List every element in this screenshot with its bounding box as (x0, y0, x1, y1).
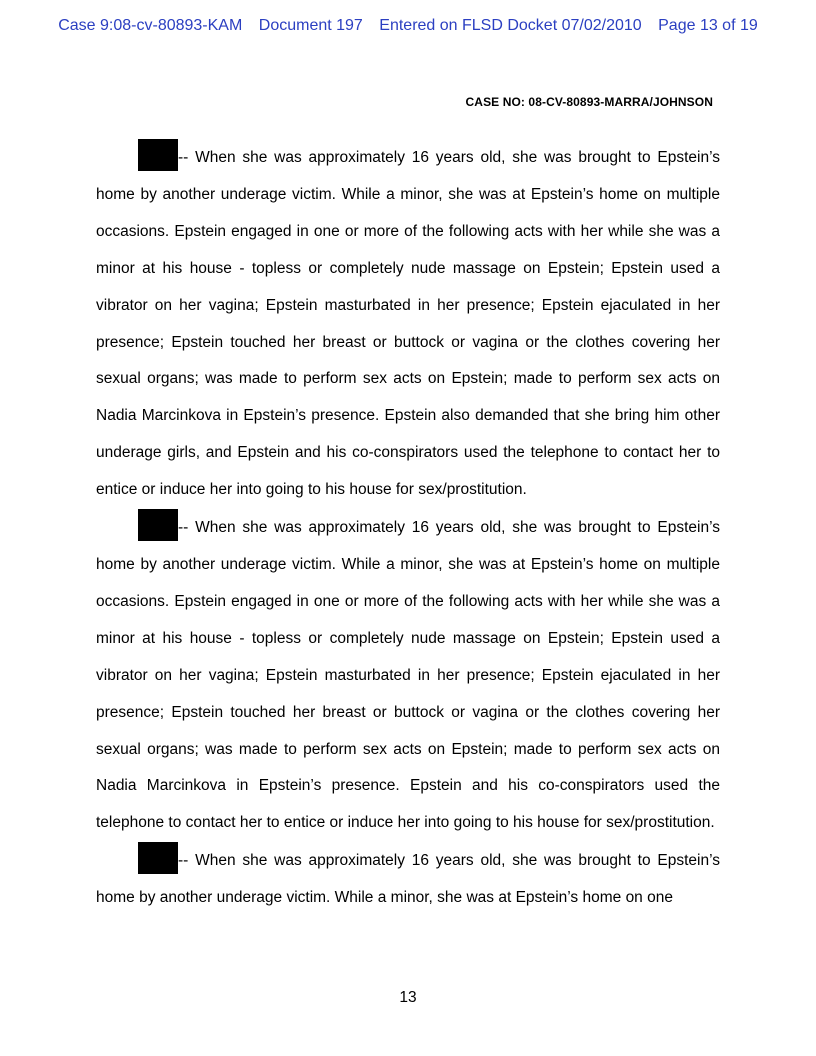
stamp-page: Page 13 of 19 (658, 17, 758, 34)
redaction-box (138, 139, 178, 171)
case-number-header: CASE NO: 08-CV-80893-MARRA/JOHNSON (465, 95, 713, 109)
paragraph-text: -- When she was approximately 16 years old, she was brought to Epstein’s home by another underage victim. While a minor, she was at Epstein’s home on multiple occasions. Epstein engaged in one or more of the following acts with her while she was a minor at his house - topless or completely nude massage on Epstein; Epstein used a vibrator on her vagina; Epstein masturbated in her presence; Epstein ejaculated in her presence; Epstein touched her breast or buttock or vagina or the clothes covering her sexual organs; was made to perform sex acts on Epstein; made to perform sex acts on Nadia Marcinkova in Epstein’s presence. Epstein also demanded that she bring him other underage girls, and Epstein and his co-conspirators used the telephone to contact her to entice or induce her into going to his house for sex/prostitution. (96, 149, 720, 499)
redaction-box (138, 842, 178, 874)
paragraph-text: -- When she was approximately 16 years old, she was brought to Epstein’s home by another underage victim. While a minor, she was at Epstein’s home on multiple occasions. Epstein engaged in one or more of the following acts with her while she was a minor at his house - topless or completely nude massage on Epstein; Epstein used a vibrator on her vagina; Epstein masturbated in her presence; Epstein ejaculated in her presence; Epstein touched her breast or buttock or vagina or the clothes covering her sexual organs; was made to perform sex acts on Epstein; made to perform sex acts on Nadia Marcinkova in Epstein’s presence. Epstein and his co-conspirators used the telephone to contact her to entice or induce her into going to his house for sex/prostitution. (96, 519, 720, 832)
stamp-document: Document 197 (258, 17, 363, 34)
stamp-case: Case 9:08-cv-80893-KAM (58, 17, 243, 34)
victim-paragraph-3 (96, 842, 720, 917)
victim-paragraph-1 (96, 139, 720, 509)
redaction-box (138, 509, 178, 541)
paragraph-text: -- When she was approximately 16 years old, she was brought to Epstein’s home by another underage victim. While a minor, she was at Epstein’s home on one (96, 852, 720, 907)
document-body (96, 139, 720, 917)
victim-paragraph-2 (96, 509, 720, 842)
page-number: 13 (399, 989, 417, 1006)
docket-stamp (0, 17, 816, 35)
stamp-entered: Entered on FLSD Docket 07/02/2010 (379, 17, 642, 34)
